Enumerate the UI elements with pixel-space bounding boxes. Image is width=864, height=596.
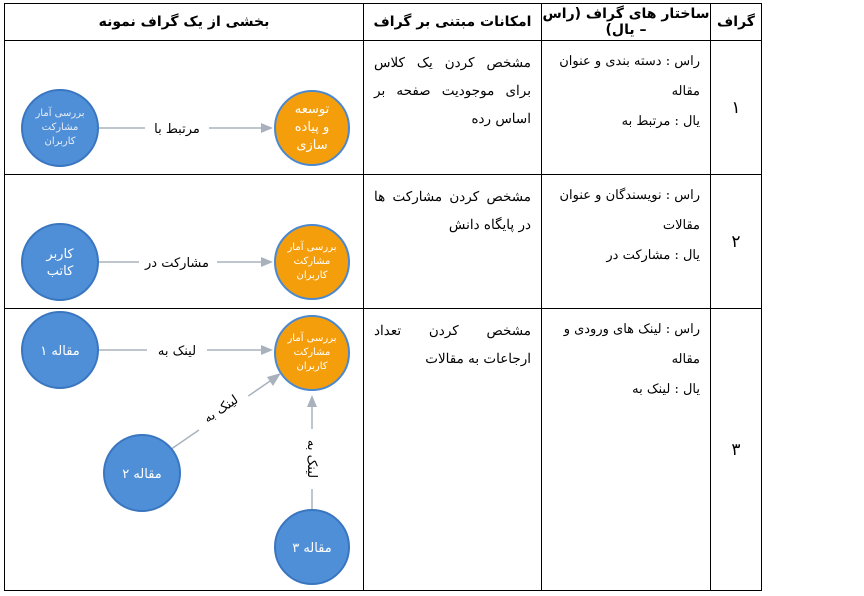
edges-text: یال : مرتبط به: [621, 114, 700, 129]
node-line: کاربران: [44, 136, 76, 147]
sample-graph-cell: [5, 41, 364, 175]
arrow-head: [261, 257, 273, 267]
table-row: [5, 175, 762, 309]
node-line: توسعه: [294, 102, 330, 117]
node-line: مشارکت: [293, 347, 331, 358]
node-line: بررسی آمار: [287, 333, 337, 344]
edges-text: یال : مشارکت در: [606, 248, 700, 263]
row-number: ۳: [711, 309, 762, 591]
sample-graph-3: [5, 309, 363, 590]
arrow-head: [267, 373, 281, 386]
vertices-text: راس : نویسندگان و عنوان مقالات: [559, 188, 700, 233]
vertices-text: راس : لینک های ورودی و مقاله: [563, 322, 700, 367]
node-label: مقاله ۱: [40, 344, 80, 359]
node-line: و پیاده: [294, 120, 330, 135]
edges-text: یال : لینک به: [632, 382, 700, 397]
feature-text: مشخص کردن تعداد ارجاعات به مقالات: [364, 309, 542, 591]
node-line: کاربر: [46, 247, 74, 262]
arrow-head: [307, 395, 317, 407]
sample-graph-cell: [5, 175, 364, 309]
feature-text: مشخص کردن مشارکت ها در پایگاه دانش: [364, 175, 542, 309]
sample-graph-cell: [5, 309, 364, 591]
node-line: سازی: [296, 138, 328, 153]
arrow-head: [261, 123, 273, 133]
row-number: ۱: [711, 41, 762, 175]
header-sample: بخشی از یک گراف نمونه: [5, 4, 364, 41]
header-row: [5, 4, 762, 41]
feature-text: مشخص کردن یک کلاس برای موجودیت صفحه بر اساس رده: [364, 41, 542, 175]
vertices-text: راس : دسته بندی و عنوان مقاله: [559, 54, 700, 99]
sample-graph-2: [5, 175, 363, 308]
blue-node: [22, 224, 98, 300]
structure-cell: [542, 309, 711, 591]
arrow-head: [261, 345, 273, 355]
graph-table: [4, 3, 762, 591]
edge-label: مشارکت در: [145, 256, 209, 271]
sample-graph-1: [5, 41, 363, 174]
node-line: مشارکت: [41, 122, 79, 133]
edge-label: مرتبط با: [154, 122, 200, 137]
node-line: کاربران: [296, 270, 328, 281]
edge-label: لینک به: [157, 344, 197, 359]
header-structure: ساختار های گراف (راس – یال): [542, 4, 711, 41]
node-label: مقاله ۲: [122, 467, 162, 482]
header-graph: گراف: [711, 4, 762, 41]
row-number: ۲: [711, 175, 762, 309]
node-line: کاتب: [46, 264, 74, 279]
header-features: امکانات مبتنی بر گراف: [364, 4, 542, 41]
node-line: بررسی آمار: [287, 242, 337, 253]
node-line: مشارکت: [293, 256, 331, 267]
table-row: [5, 309, 762, 591]
structure-cell: [542, 41, 711, 175]
node-label: مقاله ۳: [292, 541, 332, 556]
structure-cell: [542, 175, 711, 309]
node-line: بررسی آمار: [35, 108, 85, 119]
edge-label: لینک به: [201, 392, 242, 427]
edge-label: لینک به: [304, 439, 319, 479]
table-row: [5, 41, 762, 175]
node-line: کاربران: [296, 361, 328, 372]
